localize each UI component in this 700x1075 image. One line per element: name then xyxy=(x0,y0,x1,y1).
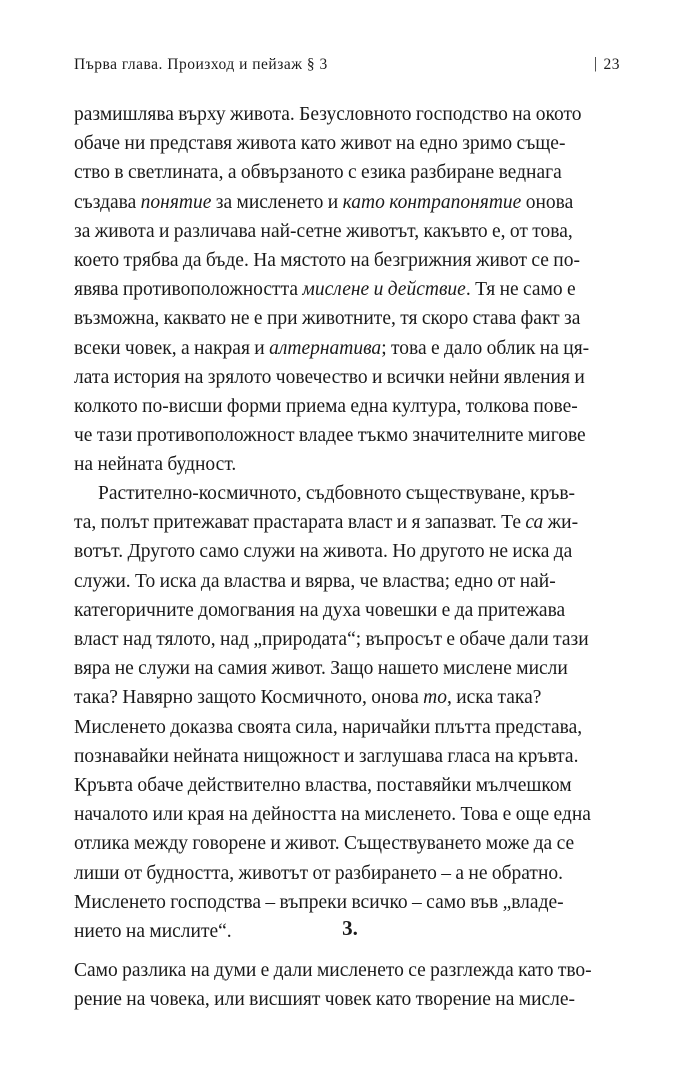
text-line: че тази противоположност владее тъкмо значителните мигове xyxy=(74,425,586,447)
text-line: вотът. Другото само служи на живота. Но другото не иска да xyxy=(74,541,573,563)
text-line: всеки човек, а накрая и алтернатива; това е дало облик на ця- xyxy=(74,337,590,359)
text-line: Само разлика на думи е дали мисленето се разглежда като тво- xyxy=(74,960,592,981)
text-line: Мисленето господства – въпреки всичко – само във „владе- xyxy=(74,891,564,913)
text-line: лиши от будността, животът от разбирането – а не обратно. xyxy=(74,862,564,884)
paragraph xyxy=(74,956,628,1014)
text-line: познавайки нейната нищожност и заглушава гласа на кръвта. xyxy=(74,745,579,767)
italic-emphasis: понятие xyxy=(140,191,212,213)
paragraph xyxy=(74,479,628,946)
text-line: което трябва да бъде. На мястото на безгрижния живот се по- xyxy=(74,250,580,272)
italic-emphasis: алтернатива xyxy=(269,337,382,359)
text-line: рение на човека, или висшият човек като творение на мисле- xyxy=(74,989,576,1011)
chapter-title: Първа глава. Произход и пейзаж § 3 xyxy=(74,56,328,73)
text-line: вяра не служи на самия живот. Защо нашето мислене мисли xyxy=(74,658,568,680)
text-line: та, полът притежават прастарата власт и я запазват. Те са жи- xyxy=(74,512,579,534)
text-line: размишлява върху живота. Безусловното господство на окото xyxy=(74,104,582,125)
text-line: ство в светлината, а обвързаното с езика разбиране веднага xyxy=(74,162,562,184)
italic-emphasis: като контрапонятие xyxy=(342,191,522,213)
text-line: Мисленето доказва своята сила, наричайки плътта представа, xyxy=(74,716,583,738)
italic-emphasis: то xyxy=(423,687,447,709)
text-line: създава понятие за мисленето и като контрапонятие онова xyxy=(74,191,574,213)
text-line: обаче ни представя живота като живот на едно зримо съще- xyxy=(74,133,566,155)
text-line: Кръвта обаче действително властва, поставяйки мълчешком xyxy=(74,775,572,797)
text-line: началото или края на дейността на мисленето. Това е още една xyxy=(74,804,591,826)
text-line: на нейната будност. xyxy=(74,454,237,476)
text-line: нието на мислите“. xyxy=(74,921,232,943)
running-header xyxy=(74,56,626,74)
text-line: Растително-космичното, съдбовното съществуване, кръв- xyxy=(98,483,576,504)
paragraph xyxy=(74,100,628,480)
text-line: така? Навярно защото Космичното, онова то, иска така? xyxy=(74,687,542,709)
italic-emphasis: са xyxy=(525,512,544,534)
page-number: 23 xyxy=(603,56,620,73)
text-line: категоричните домогвания на духа човешки е да притежава xyxy=(74,599,566,621)
text-line: власт над тялото, над „природата“; въпросът е обаче дали тази xyxy=(74,629,589,651)
italic-emphasis: мислене и действие xyxy=(302,279,466,301)
text-line: лата история на зрялото човечество и всички нейни явления и xyxy=(74,366,585,388)
text-line: отлика между говорене и живот. Съществуването може да се xyxy=(74,833,575,855)
text-line: колкото по-висши форми приема една култура, толкова пове- xyxy=(74,396,578,418)
text-line: служи. То иска да властва и вярва, че властва; едно от най- xyxy=(74,570,556,592)
text-line: възможна, каквато не е при животните, тя скоро става факт за xyxy=(74,308,581,330)
header-separator: | xyxy=(594,55,598,72)
section-heading: 3. xyxy=(342,916,358,940)
text-line: явява противоположността мислене и действие. Тя не само е xyxy=(74,279,576,301)
text-line: за живота и различава най-сетне животът, какъвто е, от това, xyxy=(74,220,573,242)
